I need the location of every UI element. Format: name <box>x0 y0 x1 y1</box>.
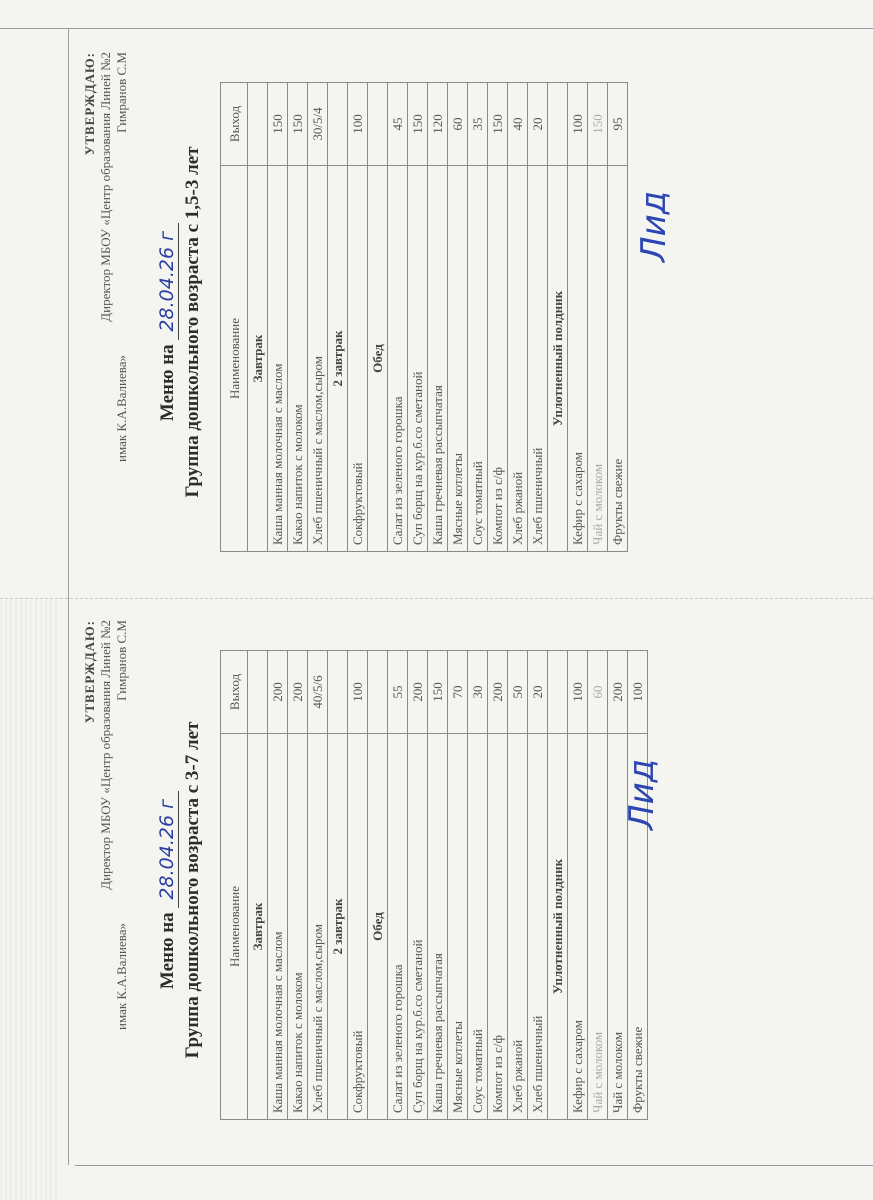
dish-output <box>328 651 348 734</box>
section-row <box>248 83 268 552</box>
table-row <box>408 83 428 552</box>
approval-name-left: имак К.А.Валиева» <box>114 923 129 1030</box>
dish-name: Хлеб пшеничный с маслом,сыром <box>308 734 328 1120</box>
menu-table <box>220 82 628 552</box>
dish-output: 20 <box>528 651 548 734</box>
dish-name: Фрукты свежие <box>628 734 648 1120</box>
dish-name: Суп борщ на кур.б.со сметаной <box>408 166 428 552</box>
dish-output <box>548 83 568 166</box>
table-row <box>508 651 528 1120</box>
column-name-header: Наименование <box>221 734 248 1120</box>
column-output-header: Выход <box>221 651 248 734</box>
section-label: Завтрак <box>248 734 268 1120</box>
dish-name: Компот из с/ф <box>488 734 508 1120</box>
dish-name: Каша манная молочная с маслом <box>268 734 288 1120</box>
dish-output: 150 <box>268 83 288 166</box>
sheet-edge-top <box>0 28 873 29</box>
dish-name: Хлеб пшеничный <box>528 734 548 1120</box>
group-subtitle: Группа дошкольного возраста с 3-7 лет <box>182 721 203 1059</box>
section-row <box>548 83 568 552</box>
table-row <box>448 651 468 1120</box>
table-row <box>628 651 648 1120</box>
handwritten-signature: Лид <box>634 190 674 262</box>
table-row <box>448 83 468 552</box>
menu-date: 28.04.26 г <box>156 791 179 908</box>
table-row <box>468 651 488 1120</box>
dish-output: 150 <box>428 651 448 734</box>
dish-name: Хлеб пшеничный с маслом,сыром <box>308 166 328 552</box>
dish-name: Соус томатный <box>468 166 488 552</box>
dish-output: 120 <box>428 83 448 166</box>
table-row <box>308 651 328 1120</box>
approval-title: УТВЕРЖДАЮ: <box>82 52 97 156</box>
approval-block <box>82 620 130 1030</box>
column-name-header: Наименование <box>221 166 248 552</box>
dish-name: Компот из с/ф <box>488 166 508 552</box>
section-label: Уплотненный полдник <box>548 166 568 552</box>
table-body <box>248 651 648 1120</box>
table-row <box>488 83 508 552</box>
dish-output: 200 <box>288 651 308 734</box>
dish-name: Мясные котлеты <box>448 166 468 552</box>
dish-name: Каша гречневая рассыпчатая <box>428 166 448 552</box>
table-row <box>568 651 588 1120</box>
menu-panel-toddlers <box>82 52 862 592</box>
dish-output: 40 <box>508 83 528 166</box>
dish-output: 55 <box>388 651 408 734</box>
dish-name: Чай с молоком <box>588 734 608 1120</box>
section-label: 2 завтрак <box>328 734 348 1120</box>
dish-output <box>328 83 348 166</box>
table-row <box>568 83 588 552</box>
approval-name-right: Гимранов С.М <box>114 52 129 133</box>
section-label: Завтрак <box>248 166 268 552</box>
dish-name: Какао напиток с молоком <box>288 166 308 552</box>
dish-name: Чай с молоком <box>588 166 608 552</box>
scan-noise <box>0 600 60 1200</box>
group-subtitle: Группа дошкольного возраста с 1,5-3 лет <box>182 146 203 498</box>
dish-name: Хлеб ржаной <box>508 166 528 552</box>
dish-output: 100 <box>348 83 368 166</box>
menu-label: Меню на <box>157 912 178 990</box>
section-row <box>548 651 568 1120</box>
dish-output: 20 <box>528 83 548 166</box>
dish-name: Хлеб пшеничный <box>528 166 548 552</box>
approval-signature-line <box>114 620 130 1030</box>
dish-output: 200 <box>488 651 508 734</box>
section-label: Уплотненный полдник <box>548 734 568 1120</box>
dish-name: Чай с молоком <box>608 734 628 1120</box>
dish-output: 40/5/6 <box>308 651 328 734</box>
dish-output: 70 <box>448 651 468 734</box>
dish-output: 35 <box>468 83 488 166</box>
table-row <box>288 651 308 1120</box>
dish-output: 150 <box>288 83 308 166</box>
table-row <box>528 83 548 552</box>
dish-name: Фрукты свежие <box>608 166 628 552</box>
table-row <box>268 83 288 552</box>
table-row <box>428 651 448 1120</box>
handwritten-signature: Лид <box>622 758 662 830</box>
table-row <box>308 83 328 552</box>
dish-name: Салат из зеленого горошка <box>388 166 408 552</box>
menu-table <box>220 650 648 1120</box>
dish-output: 95 <box>608 83 628 166</box>
approval-signature-line <box>114 52 130 462</box>
approval-block <box>82 52 130 462</box>
dish-name: Сокфруктовый <box>348 166 368 552</box>
dish-output: 30 <box>468 651 488 734</box>
approval-name-right: Гимранов С.М <box>114 620 129 701</box>
dish-name: Какао напиток с молоком <box>288 734 308 1120</box>
table-row <box>508 83 528 552</box>
table-body <box>248 83 628 552</box>
menu-title <box>156 620 179 1160</box>
table-row <box>388 651 408 1120</box>
section-label: Обед <box>368 166 388 552</box>
dish-output <box>368 651 388 734</box>
dish-output: 150 <box>488 83 508 166</box>
approval-name-left: имак К.А.Валиева» <box>114 355 129 462</box>
section-label: 2 завтрак <box>328 166 348 552</box>
dish-output: 150 <box>408 83 428 166</box>
table-row <box>468 83 488 552</box>
approval-line: Директор МБОУ «Центр образования Линей №2 <box>98 52 113 322</box>
table-row <box>428 83 448 552</box>
dish-output: 60 <box>448 83 468 166</box>
dish-output: 100 <box>348 651 368 734</box>
table-header <box>221 651 248 1120</box>
table-row <box>408 651 428 1120</box>
table-header <box>221 83 248 552</box>
dish-output <box>248 651 268 734</box>
section-row <box>368 83 388 552</box>
table-row <box>588 651 608 1120</box>
section-row <box>328 651 348 1120</box>
dish-name: Кефир с сахаром <box>568 166 588 552</box>
page-fold <box>0 598 873 599</box>
menu-date: 28.04.26 г <box>156 223 179 340</box>
dish-output: 100 <box>568 651 588 734</box>
table-row <box>268 651 288 1120</box>
dish-name: Сокфруктовый <box>348 734 368 1120</box>
dish-name: Каша манная молочная с маслом <box>268 166 288 552</box>
table-row <box>348 83 368 552</box>
dish-output: 200 <box>608 651 628 734</box>
table-row <box>488 651 508 1120</box>
dish-output: 100 <box>628 651 648 734</box>
table-row <box>388 83 408 552</box>
section-label: Обед <box>368 734 388 1120</box>
table-row <box>588 83 608 552</box>
dish-name: Кефир с сахаром <box>568 734 588 1120</box>
approval-title: УТВЕРЖДАЮ: <box>82 620 97 724</box>
dish-name: Мясные котлеты <box>448 734 468 1120</box>
approval-line: Директор МБОУ «Центр образования Линей №2 <box>98 620 113 890</box>
table-row <box>608 83 628 552</box>
column-output-header: Выход <box>221 83 248 166</box>
dish-name: Салат из зеленого горошка <box>388 734 408 1120</box>
section-row <box>248 651 268 1120</box>
dish-output: 45 <box>388 83 408 166</box>
dish-output: 200 <box>408 651 428 734</box>
dish-output: 200 <box>268 651 288 734</box>
menu-panel-preschool <box>82 620 862 1160</box>
table-row <box>288 83 308 552</box>
section-row <box>328 83 348 552</box>
dish-output: 50 <box>508 651 528 734</box>
dish-output: 60 <box>588 651 608 734</box>
sheet-edge-bottom <box>75 1165 873 1166</box>
table-row <box>348 651 368 1120</box>
dish-output <box>368 83 388 166</box>
sheet-edge-left <box>68 28 69 1165</box>
dish-output <box>248 83 268 166</box>
dish-output: 150 <box>588 83 608 166</box>
menu-title <box>156 52 179 592</box>
table-row <box>528 651 548 1120</box>
dish-output: 100 <box>568 83 588 166</box>
dish-output <box>548 651 568 734</box>
dish-name: Хлеб ржаной <box>508 734 528 1120</box>
dish-name: Суп борщ на кур.б.со сметаной <box>408 734 428 1120</box>
menu-label: Меню на <box>157 344 178 422</box>
table-row <box>608 651 628 1120</box>
dish-name: Соус томатный <box>468 734 488 1120</box>
dish-name: Каша гречневая рассыпчатая <box>428 734 448 1120</box>
dish-output: 30/5/4 <box>308 83 328 166</box>
section-row <box>368 651 388 1120</box>
